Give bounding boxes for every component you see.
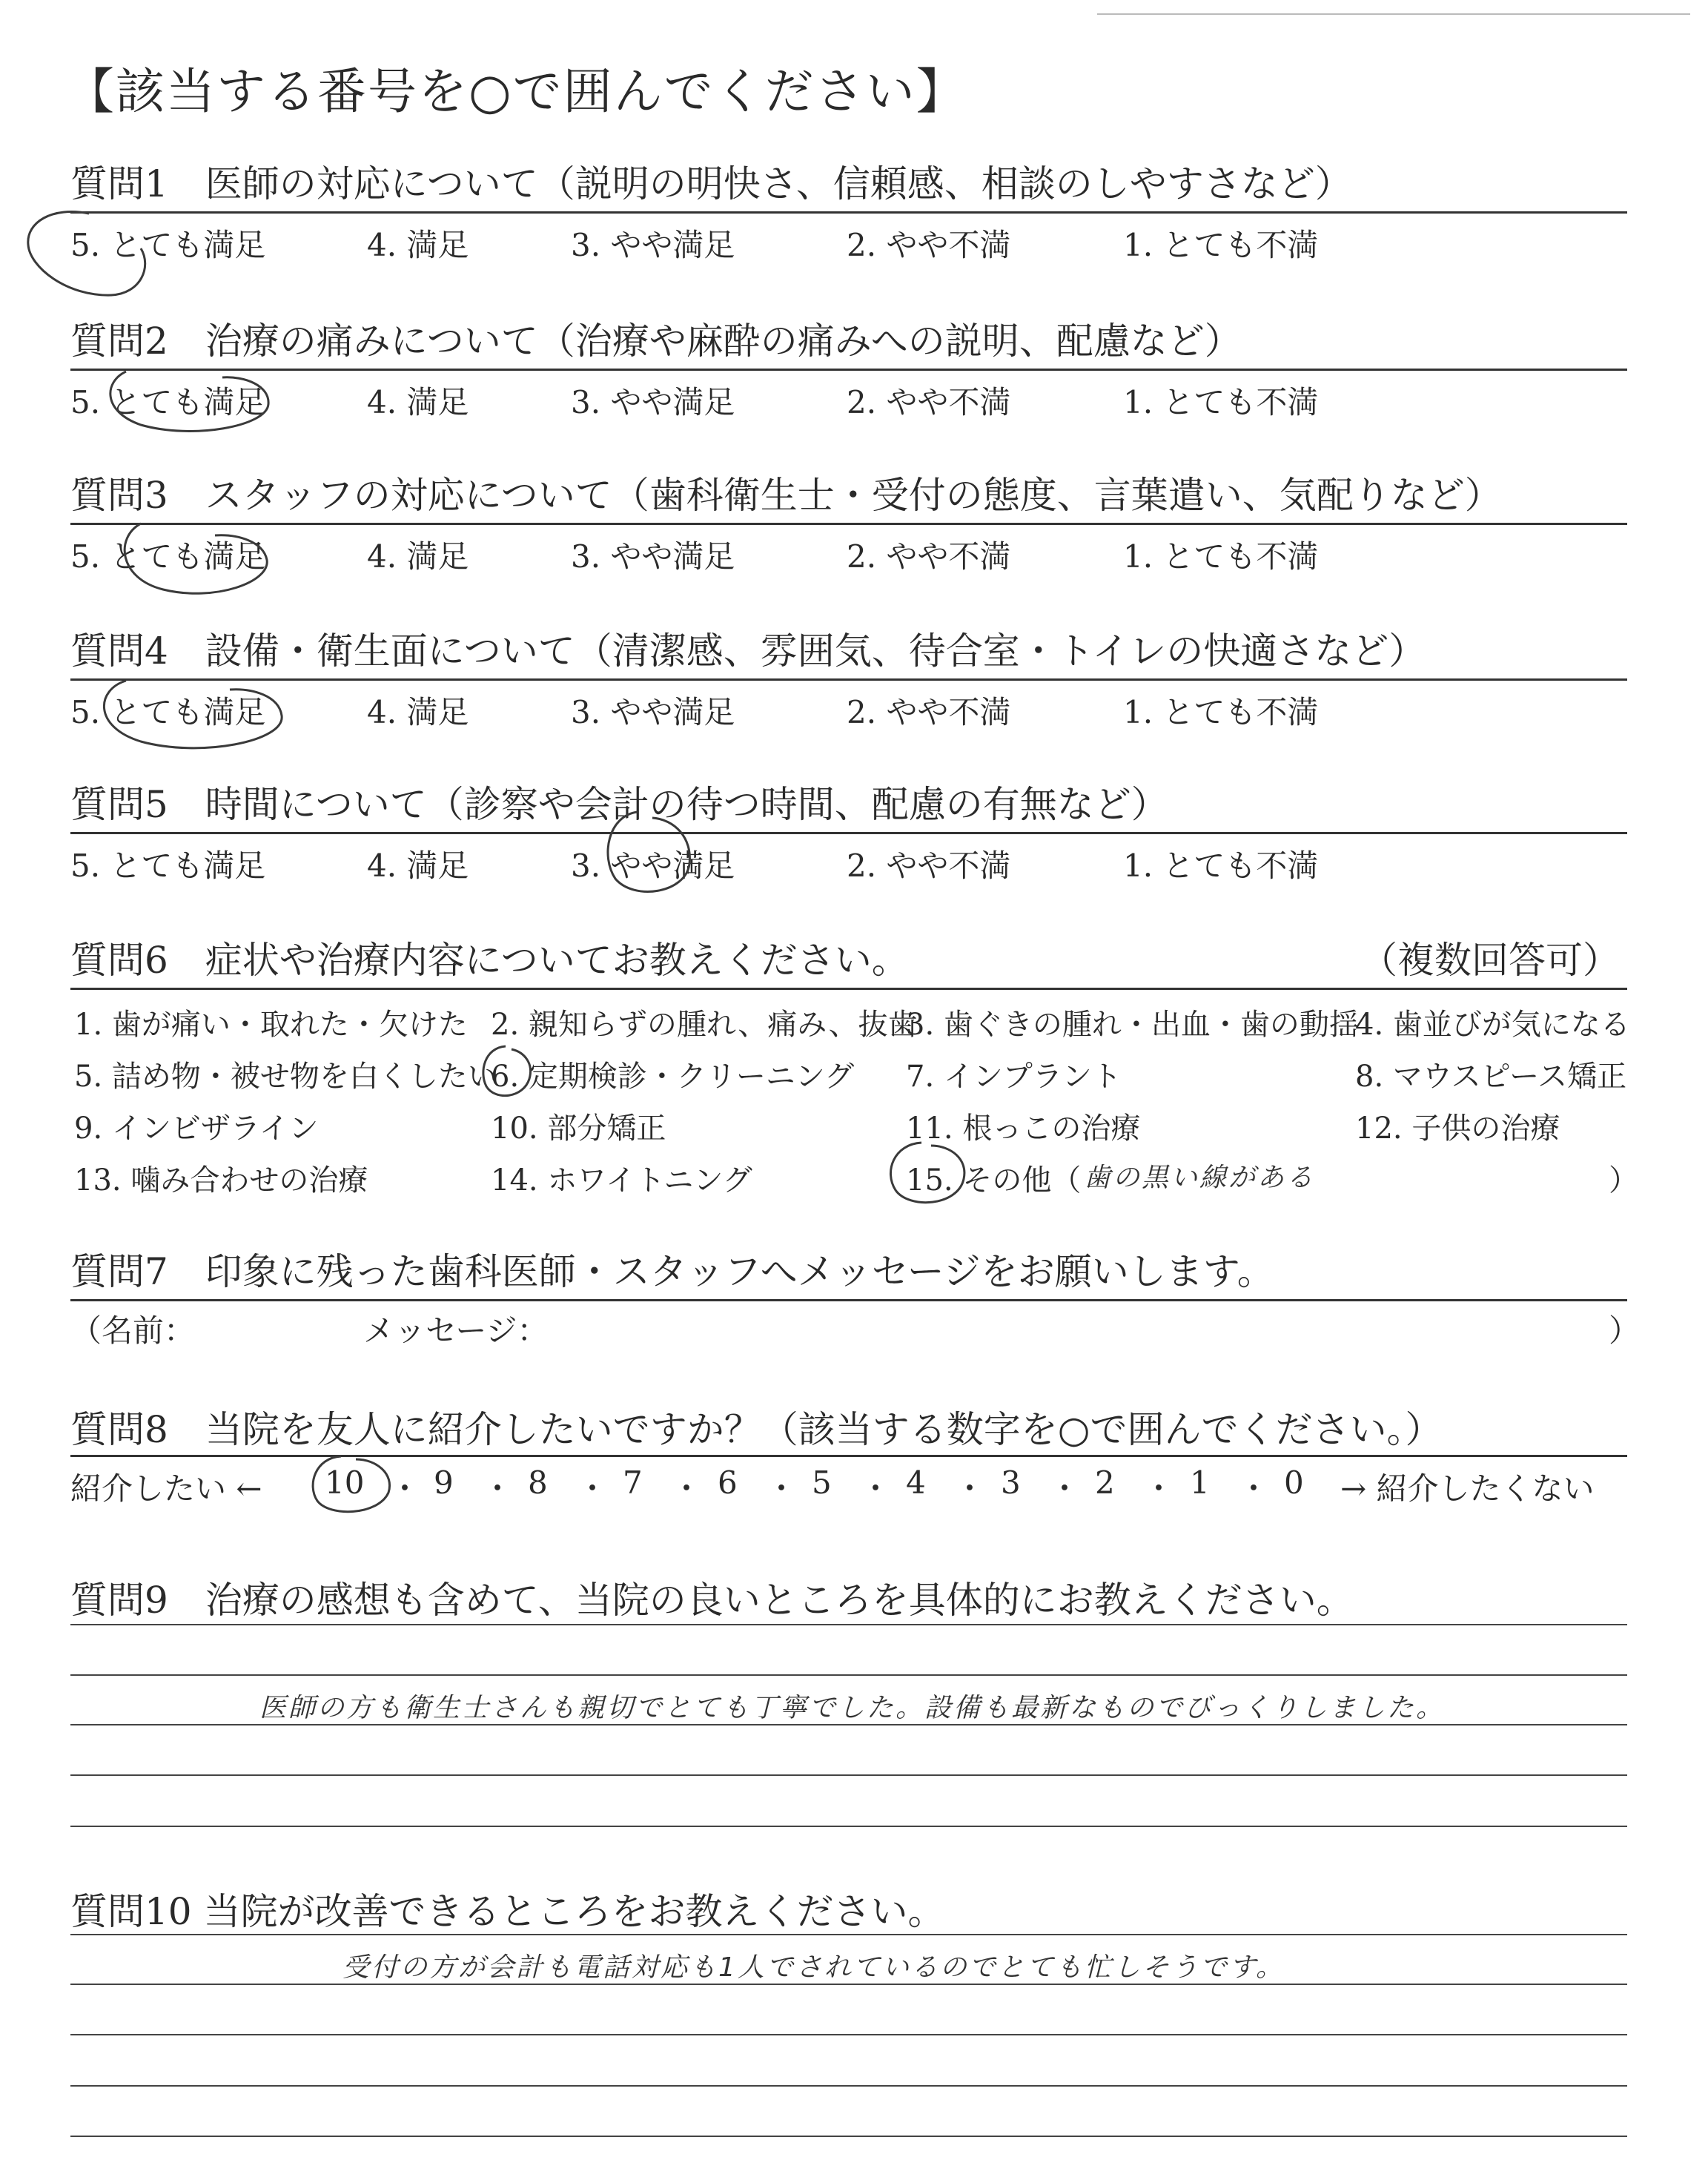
q5-option-3[interactable]: 3. やや満足 (571, 848, 735, 884)
q8-separator: ・ (482, 1470, 514, 1507)
q10-line-1 (70, 1934, 1627, 1935)
q10-line-4 (70, 2085, 1627, 2087)
q1-option-4[interactable]: 4. 満足 (367, 227, 469, 263)
scan-edge (1097, 13, 1690, 15)
q6-option-1[interactable]: 1. 歯が痛い・取れた・欠けた (74, 1008, 468, 1042)
q6-option-7[interactable]: 7. インプラント (906, 1060, 1122, 1094)
q6-option-8[interactable]: 8. マウスピース矯正 (1355, 1060, 1627, 1094)
question-4-title: 質問4 設備・衛生面について（清潔感、雰囲気、待合室・トイレの快適さなど） (70, 630, 1426, 673)
q10-line-5 (70, 2136, 1627, 2137)
question-1-rule (70, 211, 1627, 214)
q9-line-5 (70, 1826, 1627, 1827)
question-9-title: 質問9 治療の感想も含めて、当院の良いところを具体的にお教えください。 (70, 1579, 1354, 1622)
q6-option-2[interactable]: 2. 親知らずの腫れ、痛み、抜歯 (491, 1008, 918, 1042)
q8-number-4[interactable]: 4 (906, 1464, 926, 1501)
q8-separator: ・ (577, 1470, 609, 1507)
q8-number-3[interactable]: 3 (1001, 1464, 1021, 1501)
question-2-rule (70, 369, 1627, 371)
q5-option-1[interactable]: 1. とても不満 (1123, 848, 1319, 884)
q8-number-1[interactable]: 1 (1190, 1464, 1210, 1501)
q8-number-9[interactable]: 9 (434, 1464, 454, 1501)
q9-line-3 (70, 1724, 1627, 1725)
q8-separator: ・ (389, 1470, 421, 1507)
question-8-title: 質問8 当院を友人に紹介したいですか？（該当する数字を○で囲んでください。） (70, 1408, 1443, 1451)
question-7-title: 質問7 印象に残った歯科医師・スタッフへメッセージをお願いします。 (70, 1250, 1274, 1293)
q8-separator: ・ (1143, 1470, 1175, 1507)
q2-option-3[interactable]: 3. やや満足 (571, 384, 735, 420)
q8-right-label: → 紹介したくない (1340, 1470, 1595, 1507)
q9-line-1 (70, 1624, 1627, 1625)
q2-option-4[interactable]: 4. 満足 (367, 384, 469, 420)
q8-answer-circle (304, 1452, 397, 1519)
q6-option-4[interactable]: 4. 歯並びが気になる (1355, 1008, 1630, 1042)
q2-option-2[interactable]: 2. やや不満 (847, 384, 1011, 420)
q8-number-5[interactable]: 5 (812, 1464, 832, 1501)
question-5-rule (70, 832, 1627, 834)
question-4-rule (70, 678, 1627, 681)
question-2-title: 質問2 治療の痛みについて（治療や麻酔の痛みへの説明、配慮など） (70, 320, 1242, 363)
q3-option-4[interactable]: 4. 満足 (367, 538, 469, 575)
q4-option-1[interactable]: 1. とても不満 (1123, 694, 1319, 730)
q4-option-4[interactable]: 4. 満足 (367, 694, 469, 730)
q6-option-3[interactable]: 3. 歯ぐきの腫れ・出血・歯の動揺 (906, 1008, 1359, 1042)
q8-separator: ・ (954, 1470, 986, 1507)
q6-option-10[interactable]: 10. 部分矯正 (491, 1112, 666, 1146)
q6-answer-circle-6 (476, 1042, 535, 1101)
q10-answer-handwritten: 受付の方が会計も電話対応も1人でされているのでとても忙しそうです。 (342, 1952, 1285, 1983)
q5-answer-circle (593, 805, 697, 901)
question-1-title: 質問1 医師の対応について（説明の明快さ、信頼感、相談のしやすさなど） (70, 162, 1352, 205)
question-5-title: 質問5 時間について（診察や会計の待つ時間、配慮の有無など） (70, 783, 1168, 826)
q2-answer-circle (96, 367, 274, 437)
q8-left-label: 紹介したい ← (70, 1470, 262, 1507)
q9-line-2 (70, 1674, 1627, 1676)
q8-number-6[interactable]: 6 (718, 1464, 738, 1501)
q1-option-1[interactable]: 1. とても不満 (1123, 227, 1319, 263)
q6-option-13[interactable]: 13. 噛み合わせの治療 (74, 1163, 368, 1198)
q6-option-9[interactable]: 9. インビザライン (74, 1112, 319, 1146)
q8-separator: ・ (766, 1470, 798, 1507)
q6-other-handwritten: 歯の黒い線がある (1084, 1163, 1316, 1193)
q6-option-6[interactable]: 6. 定期検診・クリーニング (491, 1060, 855, 1094)
q4-answer-circle (82, 675, 289, 756)
q5-option-2[interactable]: 2. やや不満 (847, 848, 1011, 884)
q10-line-2 (70, 1984, 1627, 1985)
q8-separator: ・ (860, 1470, 892, 1507)
q8-number-7[interactable]: 7 (623, 1464, 643, 1501)
q6-option-14[interactable]: 14. ホワイトニング (491, 1163, 752, 1198)
q6-answer-circle-15 (881, 1138, 970, 1209)
q8-separator: ・ (671, 1470, 703, 1507)
q3-answer-circle (111, 519, 274, 601)
question-6-title: 質問6 症状や治療内容についてお教えください。 (70, 939, 909, 982)
q4-option-3[interactable]: 3. やや満足 (571, 694, 735, 730)
question-3-title: 質問3 スタッフの対応について（歯科衛生士・受付の態度、言葉遣い、気配りなど） (70, 474, 1502, 517)
q1-option-2[interactable]: 2. やや不満 (847, 227, 1011, 263)
q4-option-5[interactable]: 5. とても満足 (70, 694, 266, 730)
q6-option-15[interactable]: 15. その他（ (906, 1163, 1082, 1198)
q2-option-1[interactable]: 1. とても不満 (1123, 384, 1319, 420)
q7-close: ） (1609, 1312, 1641, 1349)
q3-option-2[interactable]: 2. やや不満 (847, 538, 1011, 575)
q8-number-2[interactable]: 2 (1095, 1464, 1115, 1501)
q2-option-5[interactable]: 5. とても満足 (70, 384, 266, 420)
q6-other-close: ） (1609, 1163, 1638, 1198)
q7-message-label: メッセージ： (363, 1312, 549, 1349)
question-3-rule (70, 523, 1627, 525)
question-6-note: （複数回答可） (1360, 939, 1620, 982)
q3-option-1[interactable]: 1. とても不満 (1123, 538, 1319, 575)
q1-answer-circle (22, 208, 141, 304)
q7-name-label: （名前： (70, 1312, 196, 1349)
q1-option-3[interactable]: 3. やや満足 (571, 227, 735, 263)
q8-separator: ・ (1049, 1470, 1081, 1507)
q8-number-8[interactable]: 8 (528, 1464, 548, 1501)
q8-separator: ・ (1238, 1470, 1270, 1507)
q4-option-2[interactable]: 2. やや不満 (847, 694, 1011, 730)
question-6-rule (70, 988, 1627, 990)
q8-number-0[interactable]: 0 (1284, 1464, 1304, 1501)
q6-option-11[interactable]: 11. 根っこの治療 (906, 1112, 1141, 1146)
q5-option-5[interactable]: 5. とても満足 (70, 848, 266, 884)
q1-option-5[interactable]: 5. とても満足 (70, 227, 266, 263)
q5-option-4[interactable]: 4. 満足 (367, 848, 469, 884)
q10-line-3 (70, 2034, 1627, 2035)
q3-option-3[interactable]: 3. やや満足 (571, 538, 735, 575)
question-10-title: 質問10 当院が改善できるところをお教えください。 (70, 1890, 945, 1933)
q6-option-5[interactable]: 5. 詰め物・被せ物を白くしたい (74, 1060, 497, 1094)
question-7-rule (70, 1299, 1627, 1301)
q8-number-10[interactable]: 10 (325, 1464, 365, 1501)
q9-line-4 (70, 1774, 1627, 1776)
q9-answer-handwritten: 医師の方も衛生士さんも親切でとても丁寧でした。設備も最新なものでびっくりしました。 (259, 1693, 1446, 1723)
page-header: 【該当する番号を○で囲んでください】 (65, 63, 967, 120)
q6-option-12[interactable]: 12. 子供の治療 (1355, 1112, 1560, 1146)
q3-option-5[interactable]: 5. とても満足 (70, 538, 266, 575)
